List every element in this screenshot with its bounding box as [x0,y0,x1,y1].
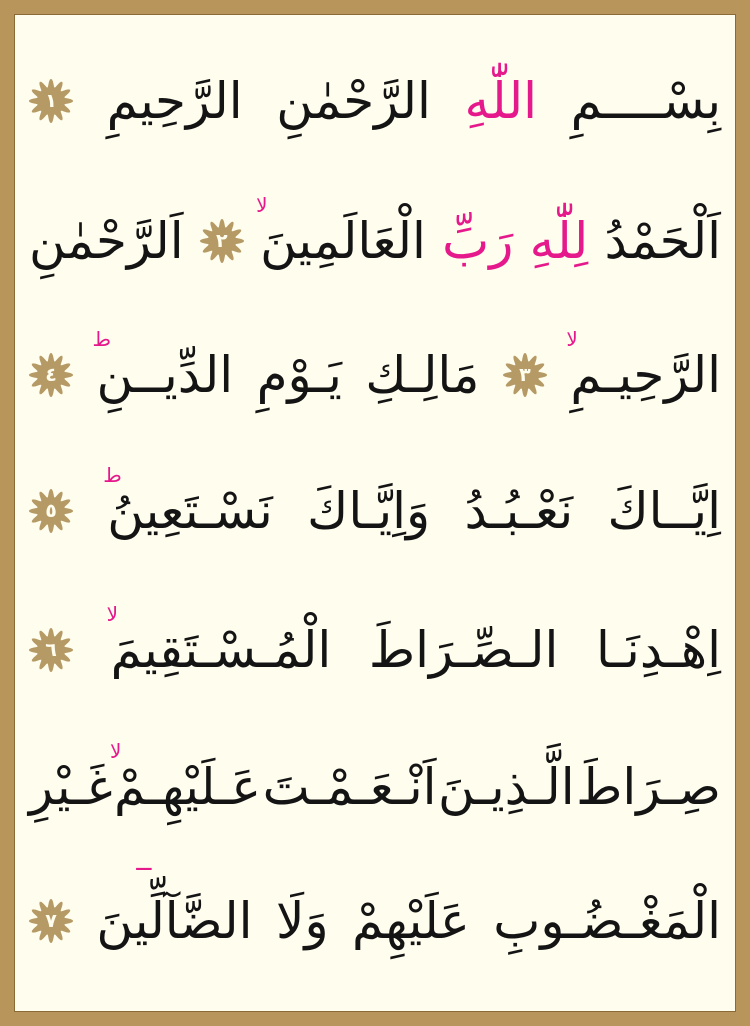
word: غَـيْرِ [29,758,113,816]
verse-end-marker [503,353,547,397]
pause-mark: ط [92,327,111,351]
word: اَنْـعَـمْـتَ [262,758,437,816]
verse-end-marker [29,899,73,943]
word: الـصِّـرَاطَ [368,621,559,679]
pause-mark: لا [256,193,268,217]
madd-mark: ‾ [136,864,152,899]
line-7 [29,861,721,981]
line-6 [29,727,721,847]
word-text: الْعَالَمِينَ [260,212,426,270]
line-2 [29,181,721,301]
word-text: الرَّحِيـمِ [570,346,721,404]
word-text: الدِّيــنِ [96,346,234,404]
pause-mark: ط [103,463,122,487]
quran-page [14,14,736,1012]
word-allah: اللّٰهِ [464,72,537,130]
word-text: الْمُـسْـتَقِيمَ [110,621,332,679]
word: صِـرَاطَ [576,758,721,816]
verse-number: ٤ [45,364,57,386]
word: وَلَا [275,892,329,950]
verse-end-marker [200,219,244,263]
verse-number: ١ [45,90,57,112]
word: الَّـذِيـنَ [438,758,575,816]
word [106,602,332,690]
word: اَلرَّحْمٰنِ [29,212,184,270]
word [566,327,721,415]
verse-end-marker [29,79,73,123]
word: الْمَغْـضُـوبِ [493,892,721,950]
word: بِسْــــمِ [570,72,721,130]
verse-end-marker [29,628,73,672]
word: نَعْـبُـدُ [464,482,574,540]
word [96,864,253,961]
verse-number: ٣ [519,364,531,386]
line-5 [29,590,721,710]
word: اِهْـدِنَـا [596,621,721,679]
word-rabbi: رَبِّ [442,212,514,270]
word [110,739,262,827]
verse-number: ٧ [45,910,57,932]
word: وَاِيَّـاكَ [307,482,431,540]
verse-end-marker [29,353,73,397]
word: اَلْحَمْدُ [604,212,721,270]
word: الرَّحْمٰنِ [276,72,431,130]
word: يَـوْمِ [256,346,342,404]
word-text: نَسْـتَعِينُ [107,482,273,540]
word-text: عَـلَيْهِـمْ [114,758,262,816]
word [256,193,426,281]
word: اِيَّــاكَ [607,482,721,540]
word [103,463,273,551]
word [92,327,234,415]
word: عَلَيْهِمْ [352,892,470,950]
line-4 [29,451,721,571]
word: الرَّحِيمِ [106,72,243,130]
pause-mark: لا [110,739,122,763]
verse-number: ٥ [45,500,57,522]
word-text: الضَّآلِّينَ [96,892,253,950]
line-1 [29,41,721,161]
pause-mark: لا [106,602,119,626]
verse-end-marker [29,489,73,533]
verse-number: ٢ [216,230,228,252]
line-3 [29,315,721,435]
verse-number: ٦ [45,639,57,661]
word-lillah: لِلّٰهِ [529,212,589,270]
pause-mark: لا [566,327,578,351]
word: مَالِـكِ [365,346,480,404]
